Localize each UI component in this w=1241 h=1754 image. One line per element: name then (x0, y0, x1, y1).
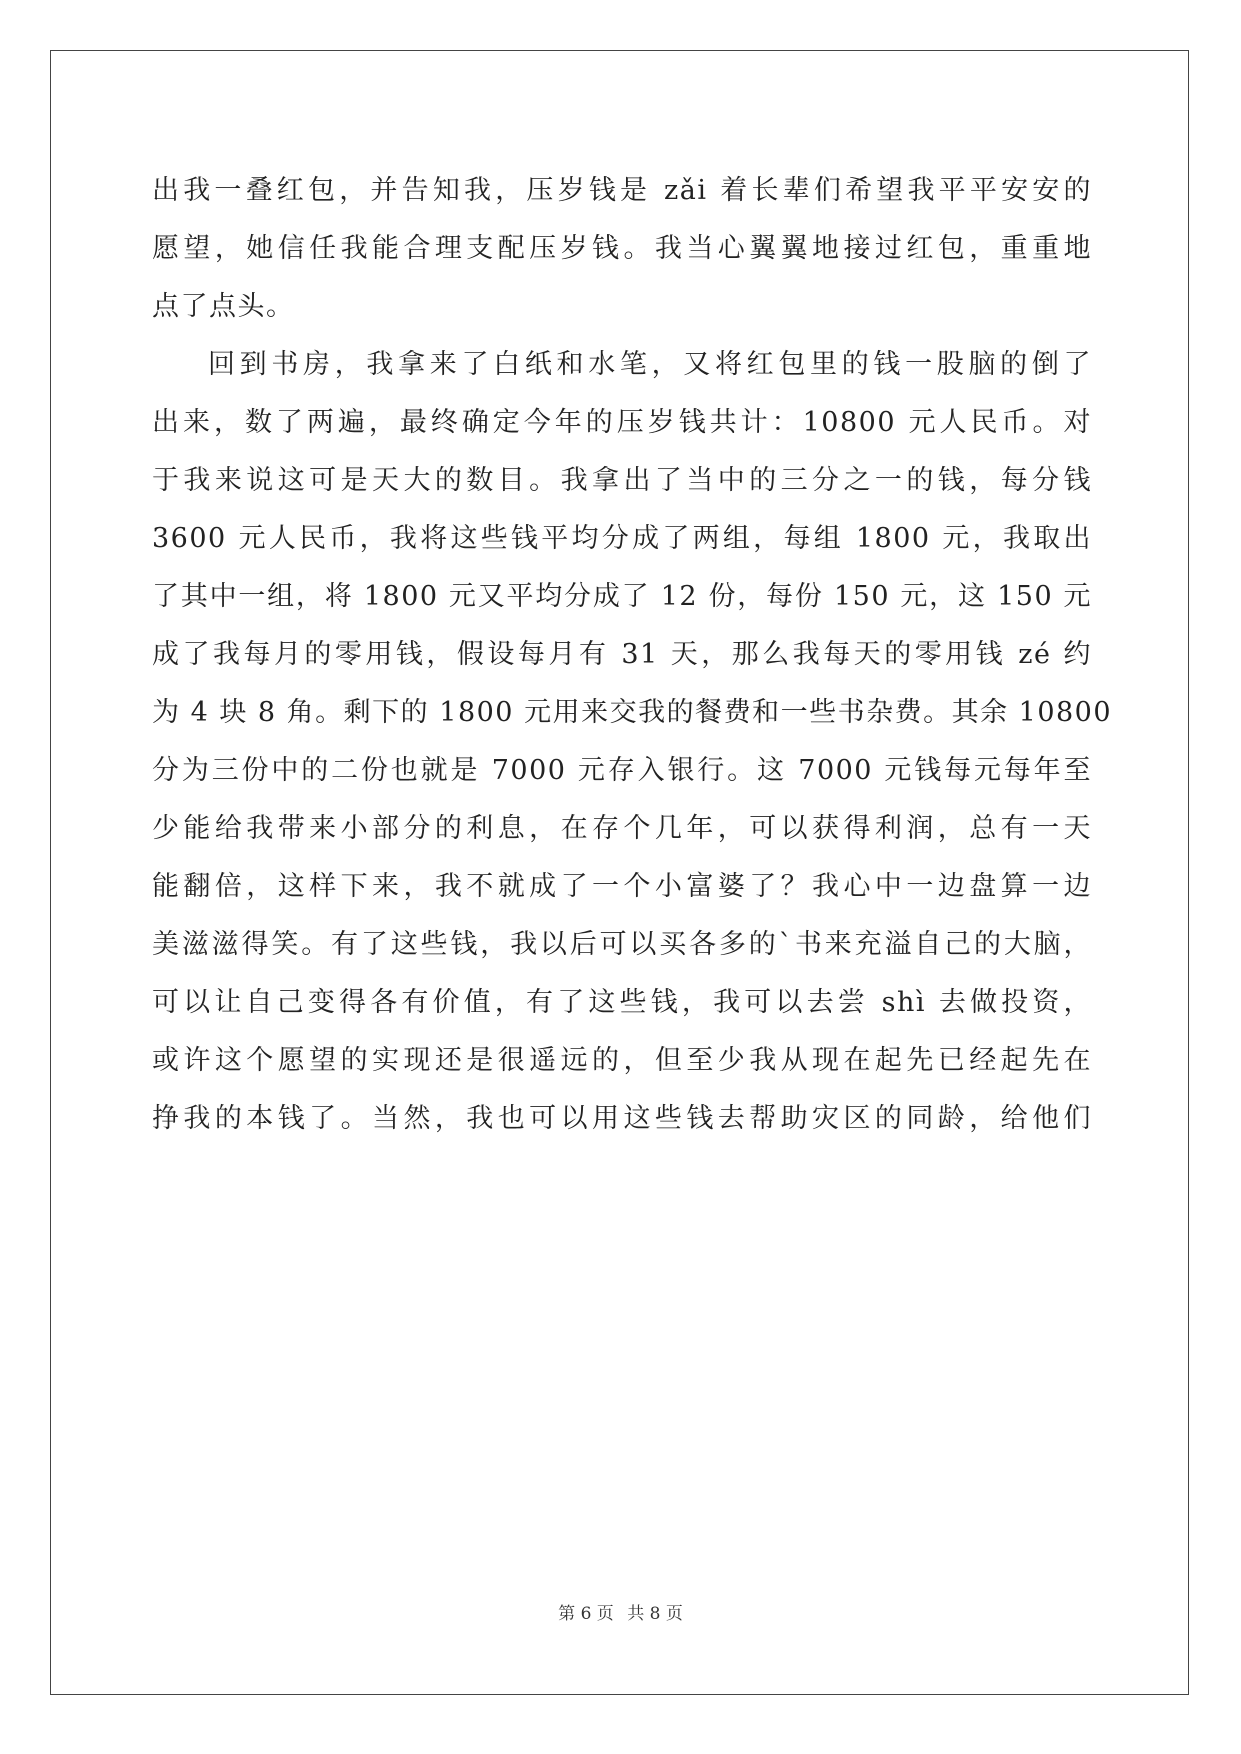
text-line: 美滋滋得笑。有了这些钱，我以后可以买各多的`书来充溢自己的大脑， (152, 929, 1092, 960)
text-line: 于我来说这可是天大的数目。我拿出了当中的三分之一的钱，每分钱 (152, 465, 1092, 496)
text-line: 成了我每月的零用钱，假设每月有 31 天，那么我每天的零用钱 zé 约 (152, 639, 1092, 670)
page-footer (0, 1599, 1241, 1624)
text-line: 为 4 块 8 角。剩下的 1800 元用来交我的餐费和一些书杂费。其余 10800 (152, 697, 1113, 728)
current-page-label: 第 6 页 (558, 1604, 614, 1624)
text-line: 了其中一组，将 1800 元又平均分成了 12 份，每份 150 元，这 150 元 (152, 581, 1092, 612)
total-pages-label: 共 8 页 (627, 1604, 683, 1624)
document-body (152, 162, 1113, 1148)
text-line: 出我一叠红包，并告知我，压岁钱是 zǎi 着长辈们希望我平平安安的 (152, 175, 1092, 206)
text-line: 出来，数了两遍，最终确定今年的压岁钱共计：10800 元人民币。对 (152, 407, 1092, 438)
text-line: 3600 元人民币，我将这些钱平均分成了两组，每组 1800 元，我取出 (152, 523, 1092, 554)
text-line: 分为三份中的二份也就是 7000 元存入银行。这 7000 元钱每元每年至 (152, 755, 1092, 786)
text-line: 挣我的本钱了。当然，我也可以用这些钱去帮助灾区的同龄，给他们 (152, 1103, 1092, 1134)
text-line: 可以让自己变得各有价值，有了这些钱，我可以去尝 shì 去做投资， (152, 987, 1092, 1018)
text-line: 愿望，她信任我能合理支配压岁钱。我当心翼翼地接过红包，重重地 (152, 233, 1092, 264)
text-line: 回到书房，我拿来了白纸和水笔，又将红包里的钱一股脑的倒了 (208, 349, 1092, 380)
text-line: 少能给我带来小部分的利息，在存个几年，可以获得利润，总有一天 (152, 813, 1092, 844)
text-line: 或许这个愿望的实现还是很遥远的，但至少我从现在起先已经起先在 (152, 1045, 1092, 1076)
text-line: 点了点头。 (152, 291, 295, 322)
text-line: 能翻倍，这样下来，我不就成了一个小富婆了？我心中一边盘算一边 (152, 871, 1092, 902)
